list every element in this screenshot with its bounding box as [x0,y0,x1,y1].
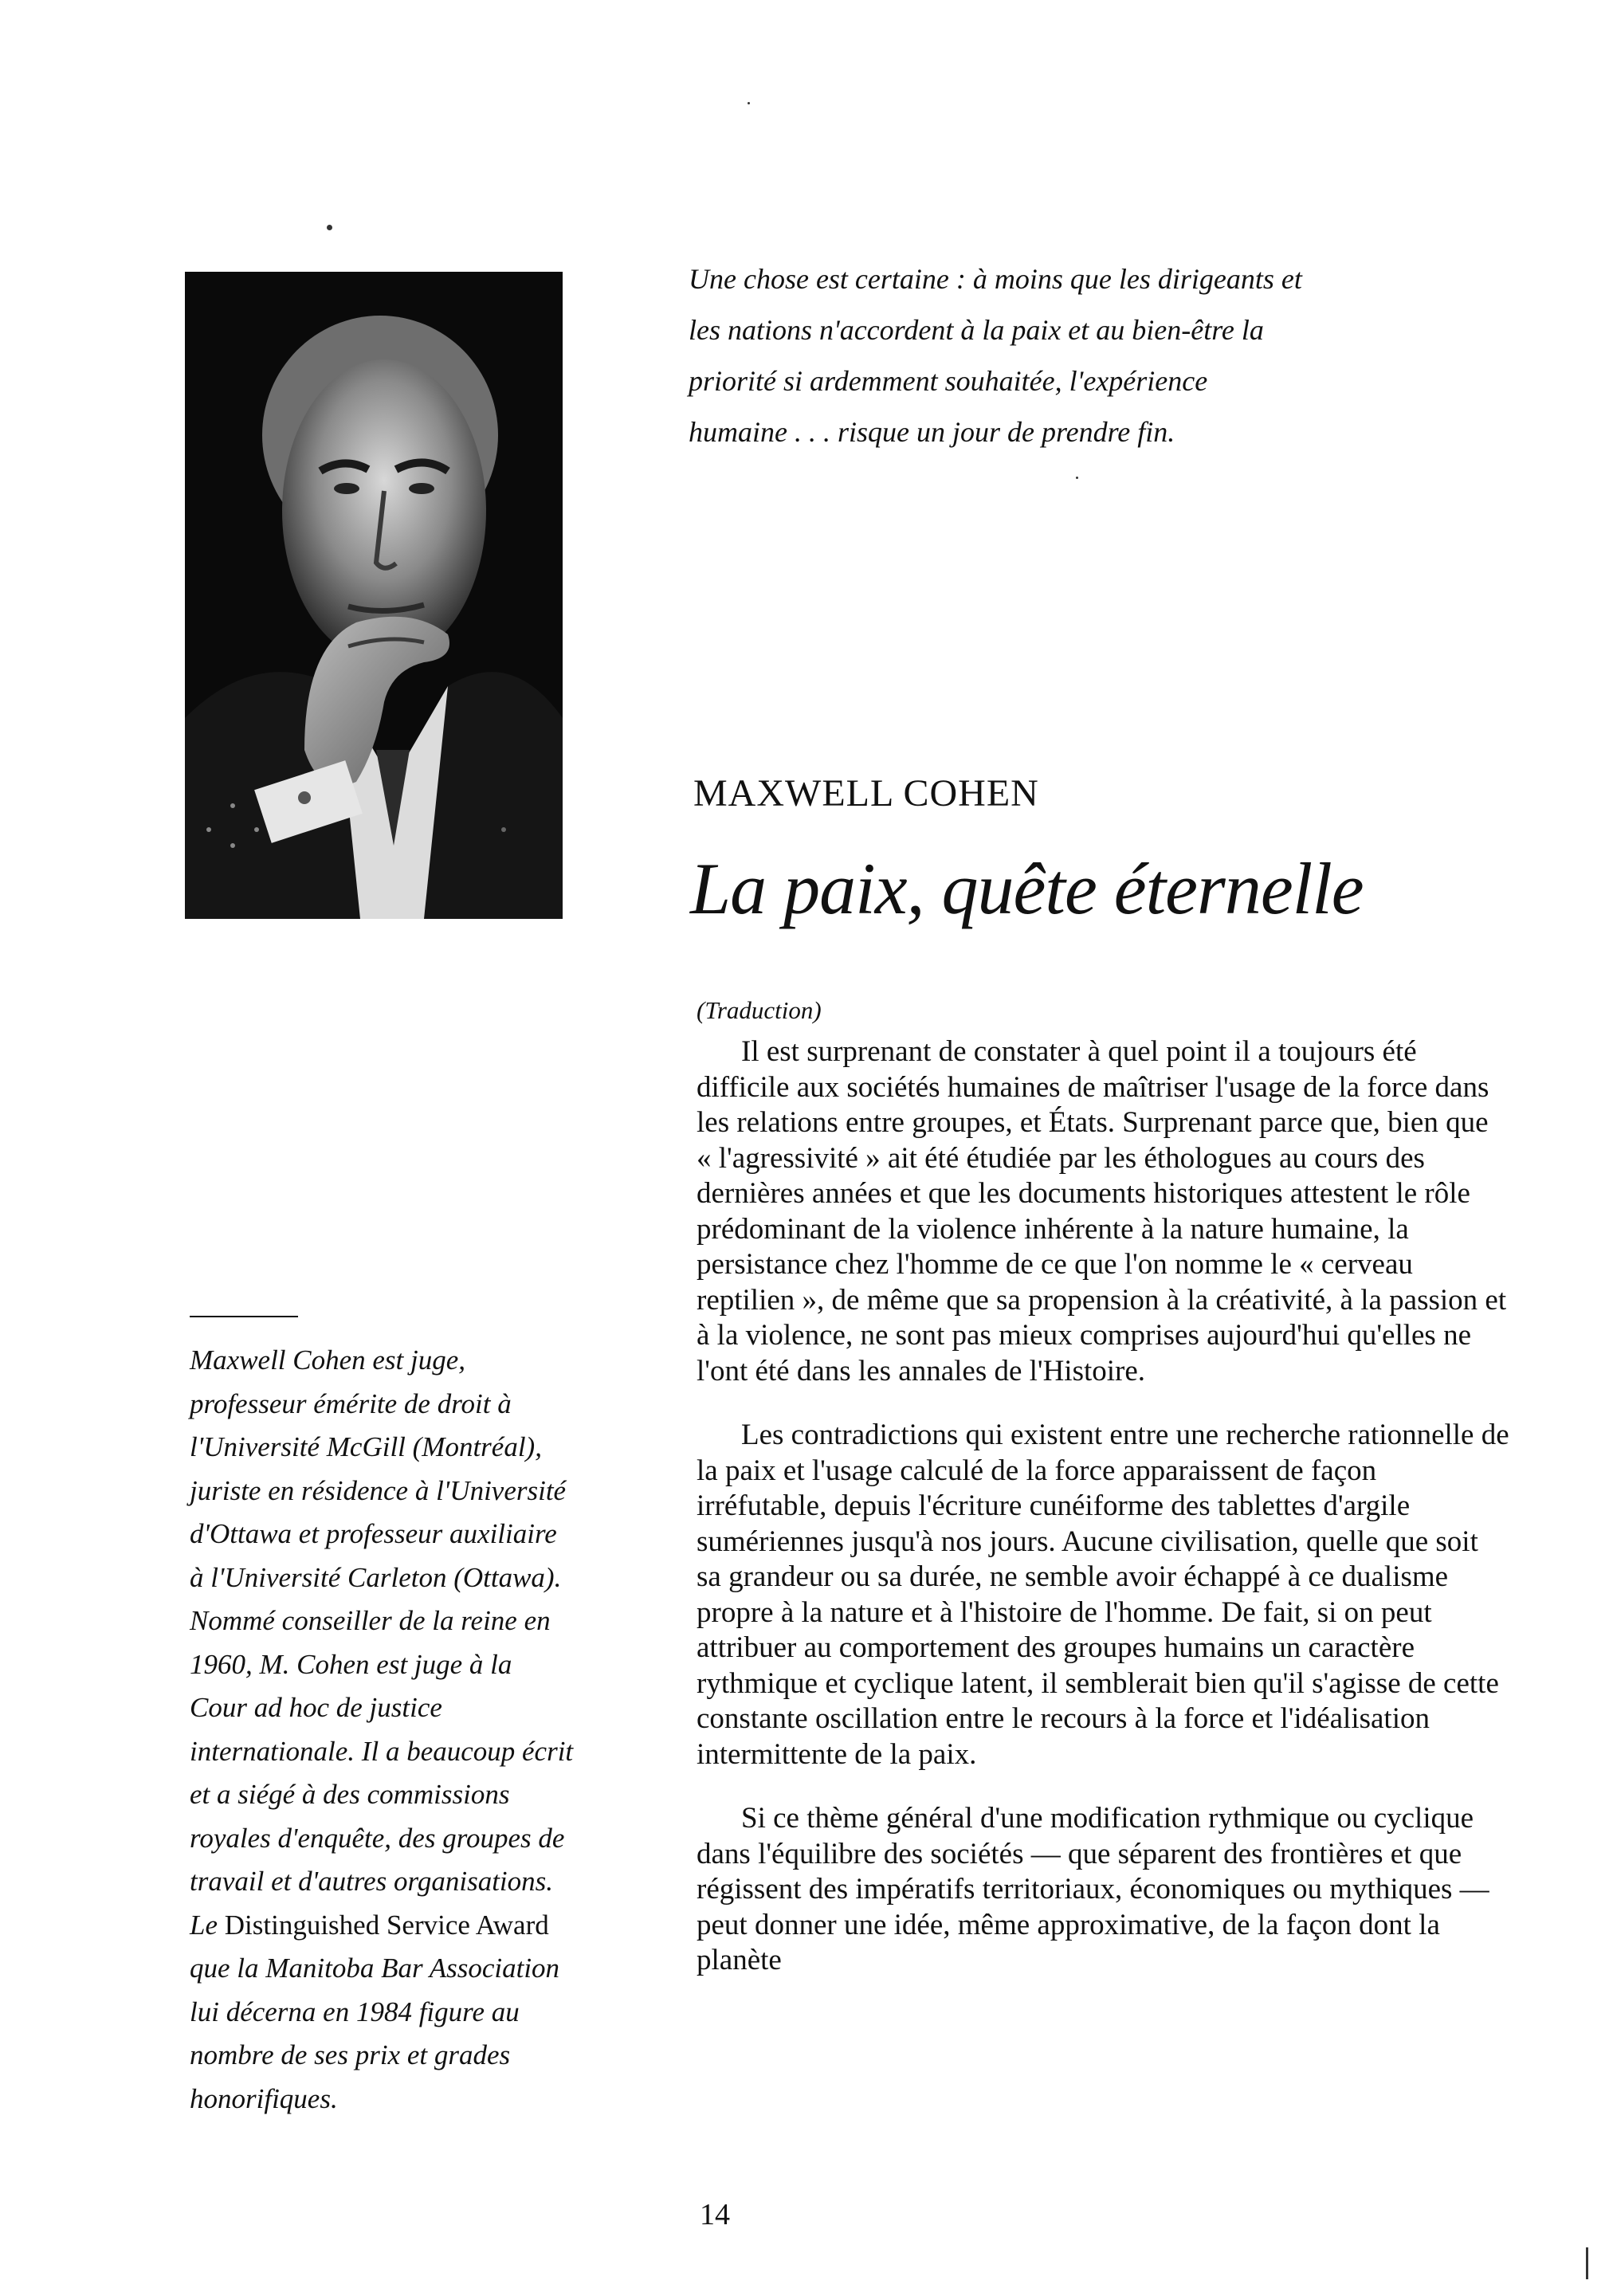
bio-line: à l'Université Carleton (Ottawa). [190,1561,562,1593]
bio-line: d'Ottawa et professeur auxiliaire [190,1518,557,1549]
bio-line: Maxwell Cohen est juge, [190,1344,466,1376]
author-name: MAXWELL COHEN [693,772,1039,814]
body-paragraph: Il est surprenant de constater à quel point il a toujours été difficile aux sociétés humaines de maîtriser l'usage de la force dans les relations entre groupes, et États. Surprenant parce que, bien que « l'agressivité » ait été étudiée par les éthologues au cours des dernières années et que les documents historiques attestent le rôle prédominant de la violence inhérente à la nature humaine, la persistance chez l'homme de ce que l'on nomme le « cerveau reptilien », de même que sa propension à la créativité, à la passion et à la violence, ne sont pas mieux comprises aujourd'hui qu'elles ne l'ont été dans les annales de l'Histoire. [697,1035,1507,1387]
bio-line: nombre de ses prix et grades [190,2039,511,2070]
body-paragraph: Si ce thème général d'une modification rythmique ou cyclique dans l'équilibre des sociétés — que séparent des frontières et que régissent des impératifs territoriaux, économiques ou mythiques — peut donner une idée, même approximative, de la façon dont la planète [697,1802,1489,1976]
scan-speck [327,225,332,230]
bio-line: l'Université McGill (Montréal), [190,1431,542,1462]
bio-line: royales d'enquête, des groupes de [190,1822,565,1854]
bio-line: 1960, M. Cohen est juge à la [190,1648,512,1680]
scan-speck [748,102,750,104]
bio-line: professeur émérite de droit à [190,1387,512,1419]
epigraph-line: humaine . . . risque un jour de prendre fin. [689,416,1175,448]
bio-line: internationale. Il a beaucoup écrit [190,1735,574,1767]
translation-note: (Traduction) [697,996,822,1024]
bio-line: honorifiques. [190,2082,338,2114]
bio-line: que la Manitoba Bar Association [190,1953,560,1984]
bio-line: Cour ad hoc de justice [190,1692,442,1723]
author-portrait-photo [185,272,563,919]
bio-divider [190,1316,298,1317]
portrait-illustration [185,272,563,919]
article-body [697,1034,1509,2008]
scan-edge-mark [1586,2247,1588,2279]
bio-line: juriste en résidence à l'Université [190,1474,567,1506]
bio-line: travail et d'autres organisations. [190,1866,554,1897]
bio-line: Nommé conseiller de la reine en [190,1605,551,1636]
bio-line: et a siégé à des commissions [190,1779,510,1810]
bio-award-name: Distinguished Service Award [224,1909,549,1941]
scan-speck [1076,477,1078,479]
epigraph-line: priorité si ardemment souhaitée, l'expérience [689,365,1208,397]
article-title: La paix, quête éternelle [690,848,1364,929]
body-paragraph: Les contradictions qui existent entre une recherche rationnelle de la paix et l'usage calculé de la force apparaissent de façon irréfutable, depuis l'écriture cunéiforme des tablettes d'argile sumériennes jusqu'à nos jours. Aucune civilisation, quelle que soit sa grandeur ou sa durée, ne semble avoir échappé à ce dualisme propre à la nature et à l'histoire de l'homme. De fait, si on peut attribuer au comportement des groupes humains un caractère rythmique et cyclique latent, il semblerait bien qu'il s'agisse de cette constante oscillation entre le recours à la force et l'idéalisation intermittente de la paix. [697,1419,1509,1771]
bio-line: lui décerna en 1984 figure au [190,1996,520,2027]
bio-award-prefix: Le [190,1909,218,1941]
bio-award-line [190,1904,636,1948]
epigraph-line: les nations n'accordent à la paix et au bien-être la [689,314,1264,346]
author-biography [190,1339,636,2121]
page-number: 14 [700,2198,730,2231]
epigraph-line: Une chose est certaine : à moins que les dirigeants et [689,263,1302,295]
epigraph-quote [689,253,1406,457]
